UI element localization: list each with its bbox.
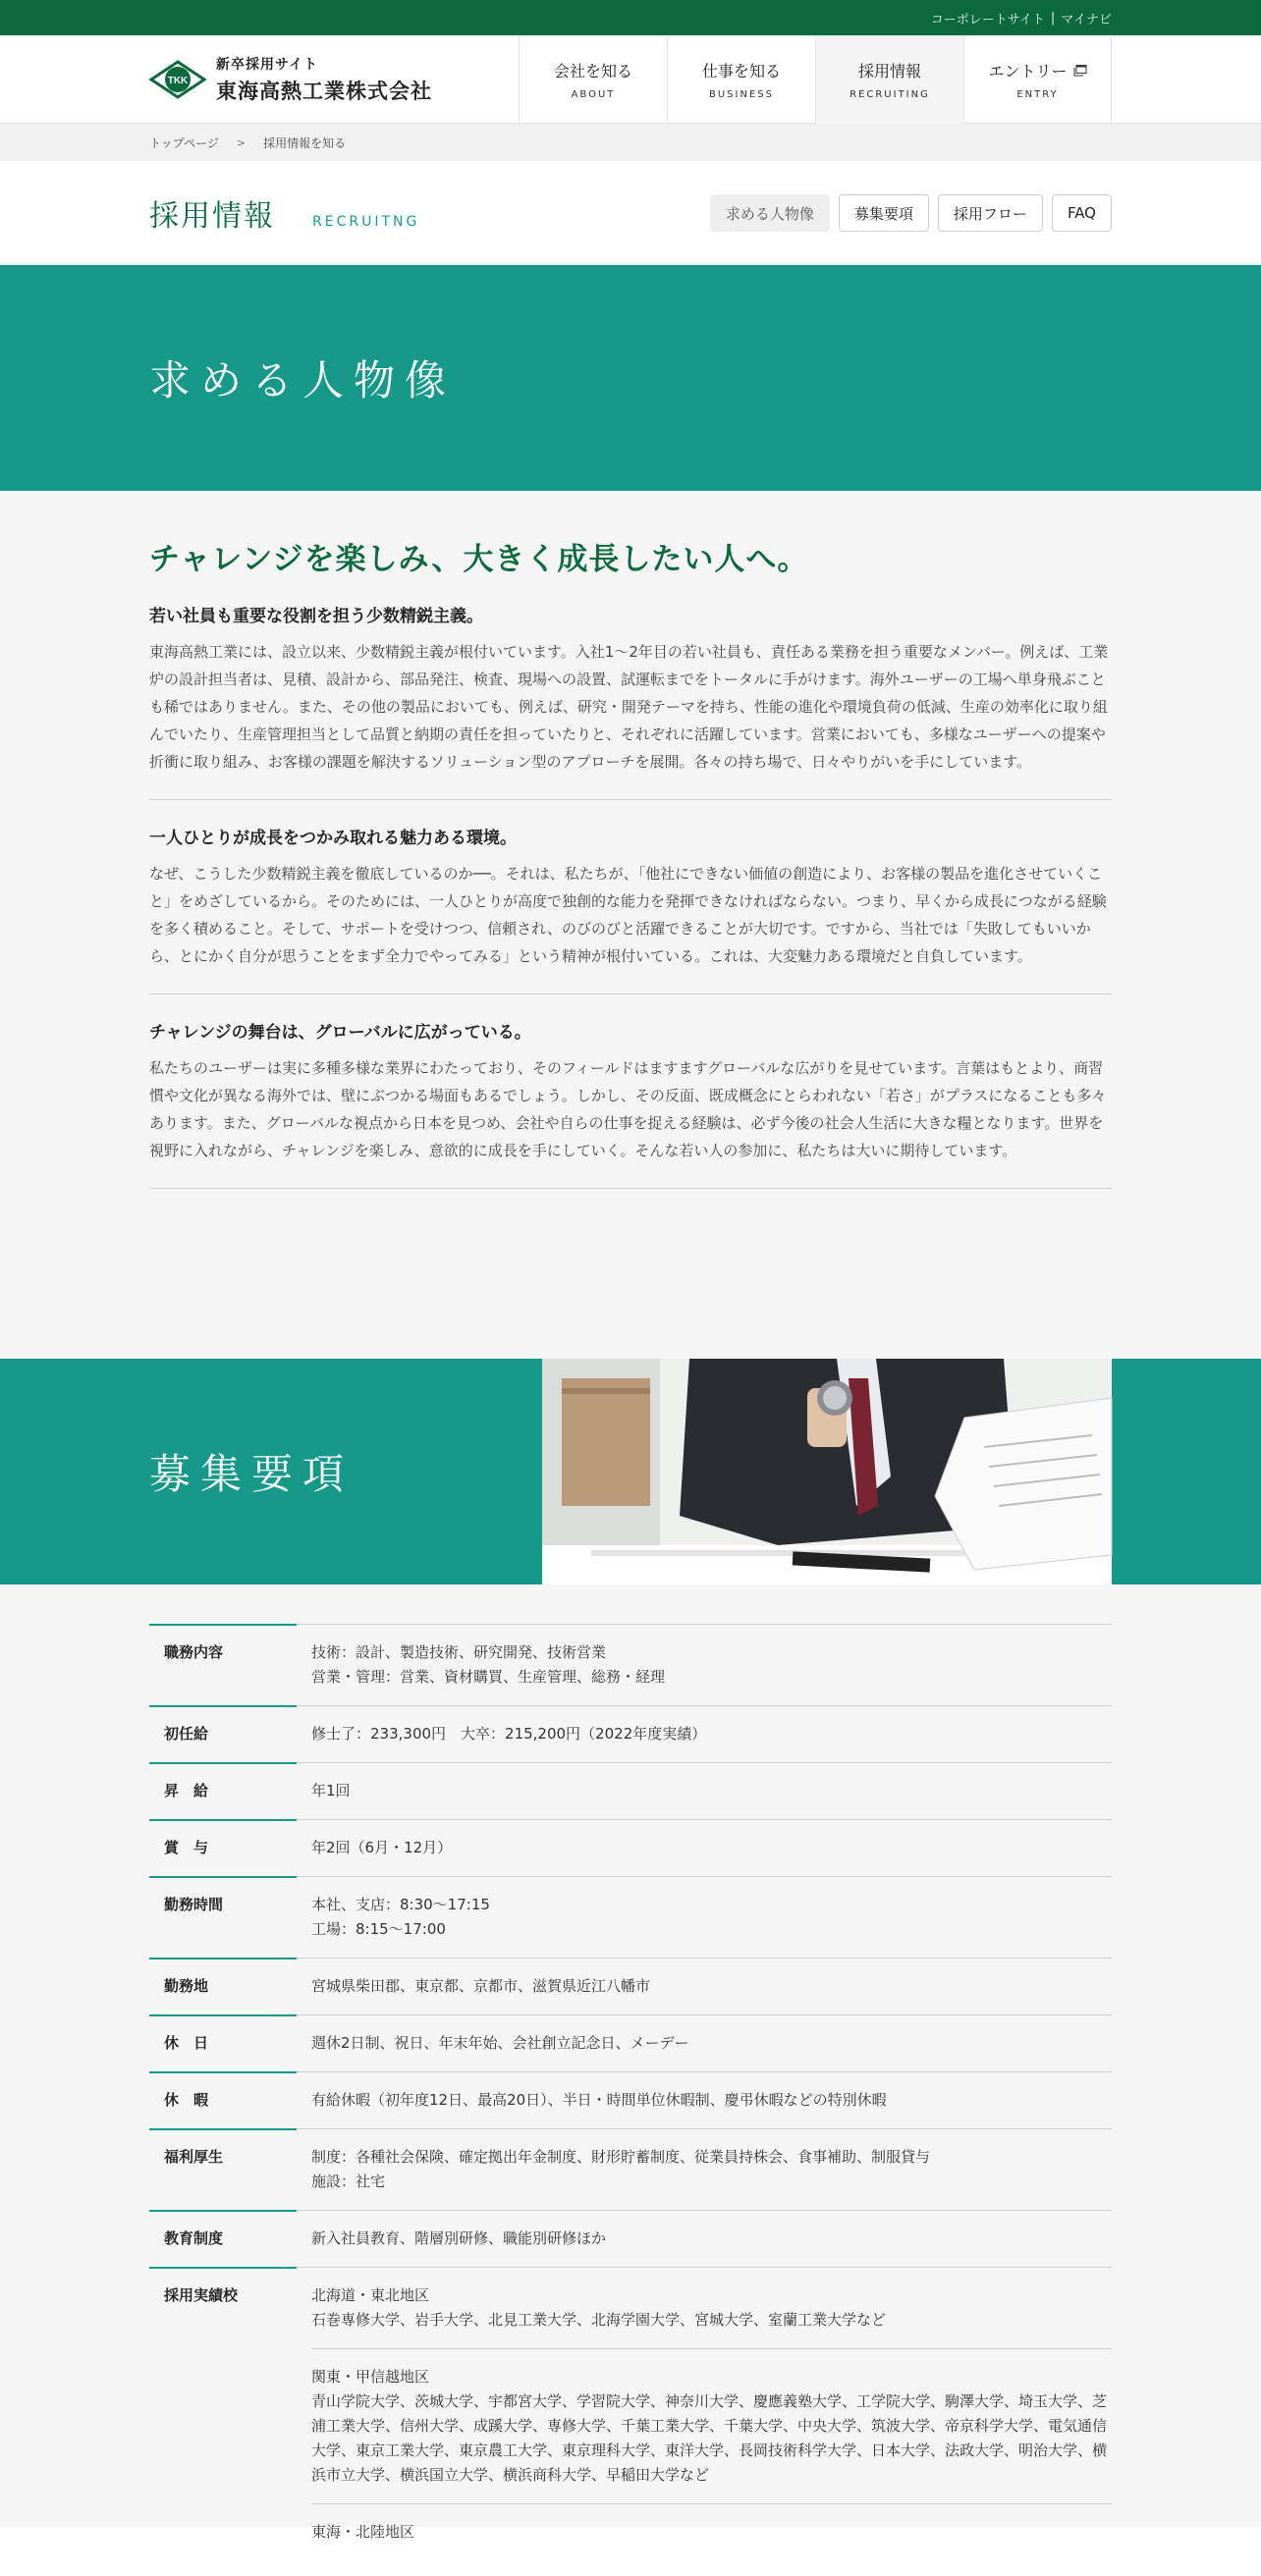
logo-mark-text: TKK — [167, 76, 189, 86]
school-region — [311, 2365, 1112, 2504]
nav-business-label: 仕事を知る — [701, 62, 781, 80]
table-row — [149, 1876, 1112, 1958]
nav-entry-sublabel: ENTRY — [1016, 89, 1059, 100]
link-separator: | — [1050, 10, 1056, 26]
block-heading: 若い社員も重要な役割を担う少数精鋭主義。 — [149, 607, 483, 626]
table-row — [149, 1762, 1112, 1819]
row-value-line: 修士了：233,300円 大卒：215,200円（2022年度実績） — [311, 1725, 707, 1743]
table-row — [149, 2014, 1112, 2071]
row-value-line: 営業・管理：営業、資材購買、生産管理、総務・経理 — [311, 1668, 666, 1686]
row-label: 昇 給 — [149, 1762, 297, 1819]
table-row — [149, 2071, 1112, 2128]
requirements-section — [0, 1584, 1261, 2541]
row-value — [297, 1763, 1112, 1819]
row-value — [297, 1877, 1112, 1958]
section-header — [0, 161, 1261, 265]
site-logo[interactable] — [149, 35, 432, 124]
logo-subtitle: 新卒採用サイト — [216, 57, 319, 73]
breadcrumb — [0, 124, 1261, 161]
region-schools: 青山学院大学、茨城大学、宇都宮大学、学習院大学、神奈川大学、慶應義塾大学、工学院大学、駒澤大学、埼玉大学、芝浦工業大学、信州大学、成蹊大学、専修大学、千葉工業大学、千葉大学、中央大学、筑波大学、帝京科学大学、電気通信大学、東京工業大学、東京農工大学、東京理科大学、東洋大学、長岡技術科学大学、日本大学、法政大学、明治大学、横浜市立大学、横浜国立大学、横浜商科大学、早稲田大学など — [311, 2392, 1108, 2484]
block-heading: 一人ひとりが成長をつかみ取れる魅力ある環境。 — [149, 829, 517, 848]
page-title: 採用情報 — [149, 199, 275, 234]
row-value — [297, 1959, 1112, 2014]
row-value-line: 施設：社宅 — [311, 2173, 386, 2190]
row-value-line: 有給休暇（初年度12日、最高20日）、半日・時間単位休暇制、慶弔休暇などの特別休暇 — [311, 2091, 887, 2109]
tab-recruit-flow[interactable]: 採用フロー — [938, 194, 1043, 232]
section-title-group — [149, 191, 419, 235]
top-utility-bar — [0, 0, 1261, 35]
table-row — [149, 2128, 1112, 2210]
page-title-en: RECRUITNG — [312, 214, 420, 230]
row-value — [297, 2129, 1112, 2210]
hero-title: 求める人物像 — [149, 356, 457, 404]
table-row — [149, 1624, 1112, 1705]
requirements-banner — [0, 1359, 1261, 1584]
nav-recruiting-label: 採用情報 — [857, 62, 921, 80]
logo-text — [216, 54, 432, 105]
tkk-logo-icon — [149, 60, 206, 99]
row-value-line: 制度：各種社会保険、確定拠出年金制度、財形貯蓄制度、従業員持株会、食事補助、制服貸与 — [311, 2148, 931, 2166]
table-row — [149, 1705, 1112, 1762]
row-value — [297, 1625, 1112, 1705]
table-row — [149, 2267, 1112, 2576]
requirements-table — [149, 1624, 1112, 2267]
hero-banner — [0, 265, 1261, 491]
row-value-line: 年2回（6月・12月） — [311, 1839, 453, 1856]
row-value — [297, 1706, 1112, 1762]
nav-business[interactable] — [667, 35, 815, 124]
row-label: 勤務地 — [149, 1958, 297, 2014]
school-region — [311, 2520, 1112, 2560]
nav-recruiting[interactable] — [815, 35, 963, 124]
tab-ideal-person[interactable]: 求める人物像 — [710, 194, 830, 232]
school-region — [311, 2283, 1112, 2349]
breadcrumb-chevron-icon: > — [236, 135, 247, 149]
region-name: 東海・北陸地区 — [311, 2523, 415, 2541]
table-row — [149, 2210, 1112, 2267]
photo-illustration — [542, 1359, 1112, 1584]
nav-entry[interactable] — [963, 35, 1112, 124]
row-value-line: 工場：8:15～17:00 — [311, 1920, 446, 1938]
region-name: 関東・甲信越地区 — [311, 2368, 430, 2386]
row-label: 教育制度 — [149, 2210, 297, 2267]
region-schools: 石巻専修大学、岩手大学、北見工業大学、北海学園大学、宮城大学、室蘭工業大学など — [311, 2311, 887, 2329]
external-window-icon — [1073, 65, 1087, 77]
block-body: なぜ、こうした少数精鋭主義を徹底しているのか──。それは、私たちが、「他社にできない価値の創造により、お客様の製品を進化させていくこと」をめざしているから。そのためには、一人ひとりが高度で独創的な能力を発揮できなければならない。つまり、早くから成長につながる経験を多く積めること。そして、サポートを受けつつ、信頼され、のびのびと活躍できることが大切です。ですから、当社では「失敗してもいいから、とにかく自分が思うことをまず全力でやってみる」という精神が根付いている。これは、大変魅力ある環境だと自負しています。 — [149, 865, 1107, 965]
intro-block — [149, 602, 1112, 800]
tab-faq[interactable]: FAQ — [1052, 194, 1112, 232]
nav-business-sublabel: BUSINESS — [709, 89, 774, 100]
site-header — [0, 35, 1261, 124]
row-value — [297, 2072, 1112, 2128]
row-value-line: 技術：設計、製造技術、研究開発、技術営業 — [311, 1643, 607, 1661]
lead-heading: チャレンジを楽しみ、大きく成長したい人へ。 — [149, 542, 809, 577]
nav-about[interactable] — [519, 35, 667, 124]
nav-entry-label: エントリー — [988, 62, 1068, 80]
row-label: 休 日 — [149, 2014, 297, 2071]
table-row — [149, 1819, 1112, 1876]
row-label: 勤務時間 — [149, 1876, 297, 1958]
row-value — [297, 2268, 1112, 2576]
intro-block — [149, 824, 1112, 994]
row-label: 賞 与 — [149, 1819, 297, 1876]
row-value — [297, 2015, 1112, 2071]
table-row — [149, 1958, 1112, 2014]
row-value-line: 年1回 — [311, 1782, 351, 1799]
recruit-subnav — [710, 194, 1112, 232]
nav-entry-label-wrap — [988, 59, 1086, 81]
row-label: 職務内容 — [149, 1624, 297, 1705]
breadcrumb-home[interactable]: トップページ — [149, 135, 219, 150]
row-value — [297, 1820, 1112, 1876]
row-value — [297, 2211, 1112, 2267]
region-name: 北海道・東北地区 — [311, 2286, 430, 2304]
row-label: 休 暇 — [149, 2071, 297, 2128]
row-label: 初任給 — [149, 1705, 297, 1762]
company-name: 東海高熱工業株式会社 — [216, 80, 432, 103]
mynavi-link[interactable]: マイナビ — [1061, 12, 1112, 27]
global-nav — [519, 35, 1112, 124]
ideal-person-section — [0, 491, 1261, 1359]
block-body: 東海高熱工業には、設立以来、少数精鋭主義が根付いています。入社1～2年目の若い社員も、責任ある業務を担う重要なメンバー。例えば、工業炉の設計担当者は、見積、設計から、部品発注、検査、現場への設置、試運転までをトータルに手がけます。海外ユーザーの工場へ単身飛ぶことも稀ではありません。また、その他の製品においても、例えば、研究・開発テーマを持ち、性能の進化や環境負荷の低減、生産の効率化に取り組んでいたり、生産管理担当として品質と納期の責任を担っていたりと、それぞれに活躍しています。営業においても、多様なユーザーへの提案や折衝に取り組み、お客様の課題を解決するソリューション型のアプローチを展開。各々の持ち場で、日々やりがいを手にしています。 — [149, 643, 1109, 771]
block-body: 私たちのユーザーは実に多種多様な業界にわたっており、そのフィールドはますますグローバルな広がりを見せています。言葉はもとより、商習慣や文化が異なる海外では、壁にぶつかる場面もあるでしょう。しかし、その反面、既成概念にとらわれない「若さ」がプラスになることも多々あります。また、グローバルな視点から日本を見つめ、会社や自らの仕事を捉える経験は、必ず今後の社会人生活に大きな糧となります。世界を視野に入れながら、チャレンジを楽しみ、意欲的に成長を手にしていく。そんな若い人の参加に、私たちは大いに期待しています。 — [149, 1059, 1107, 1159]
breadcrumb-current: 採用情報を知る — [263, 135, 347, 150]
row-label: 採用実績校 — [149, 2267, 297, 2576]
requirements-title: 募集要項 — [149, 1450, 355, 1498]
row-value-line: 本社、支店：8:30～17:15 — [311, 1896, 490, 1913]
nav-recruiting-sublabel: RECRUITING — [850, 89, 930, 100]
row-label: 福利厚生 — [149, 2128, 297, 2210]
row-value-line: 週休2日制、祝日、年末年始、会社創立記念日、メーデー — [311, 2034, 689, 2052]
intro-block — [149, 1018, 1112, 1189]
corporate-site-link[interactable]: コーポレートサイト — [930, 12, 1045, 27]
nav-about-label: 会社を知る — [553, 62, 632, 80]
tab-requirements[interactable]: 募集要項 — [839, 194, 929, 232]
block-heading: チャレンジの舞台は、グローバルに広がっている。 — [149, 1023, 531, 1043]
row-value-line: 新入社員教育、階層別研修、職能別研修ほか — [311, 2229, 607, 2247]
row-value-line: 宮城県柴田郡、東京都、京都市、滋賀県近江八幡市 — [311, 1977, 651, 1995]
business-document-photo — [542, 1359, 1112, 1584]
nav-about-sublabel: ABOUT — [571, 89, 616, 100]
